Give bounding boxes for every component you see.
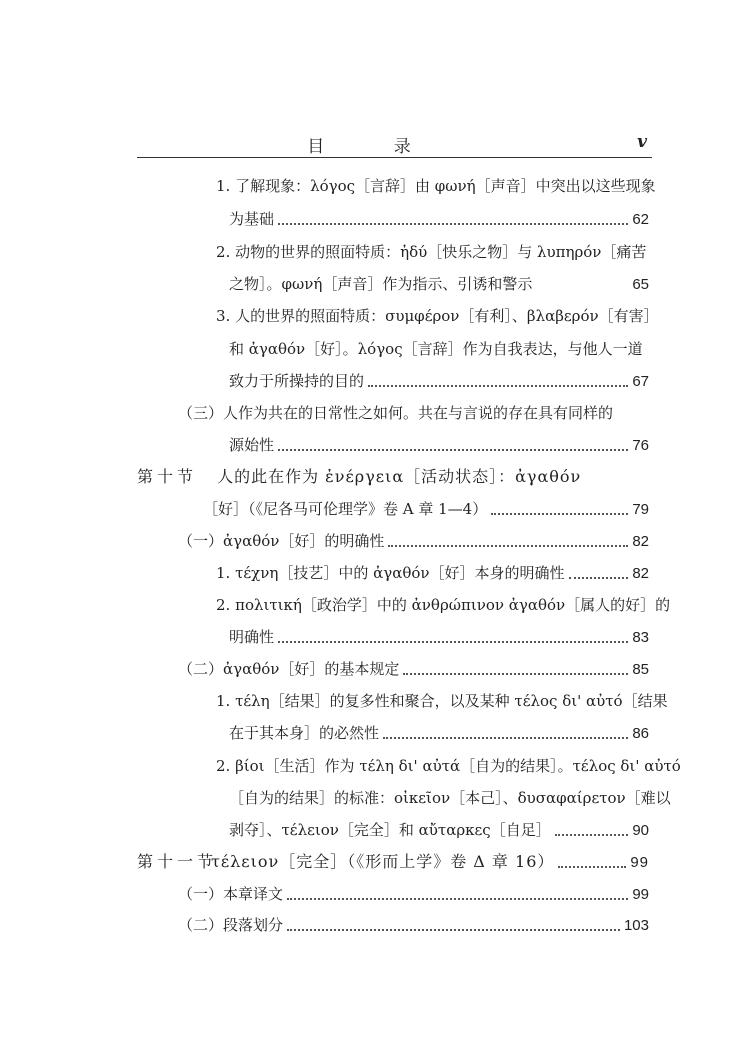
toc-entry	[178, 913, 649, 937]
toc-entry	[229, 337, 643, 361]
dot-leader	[491, 513, 628, 515]
toc-entry-text: 为基础	[229, 210, 275, 228]
dot-leader	[278, 449, 628, 451]
toc-entry-page: 82	[632, 533, 649, 550]
toc-entry-page: 62	[632, 211, 649, 228]
toc-entry-page: 76	[632, 437, 649, 454]
toc-entry	[229, 786, 671, 810]
toc-entry	[178, 401, 613, 425]
toc-entry-page: 99	[632, 886, 649, 903]
toc-entry-page: 79	[632, 501, 649, 518]
page-title: 目 录	[307, 137, 443, 157]
dot-leader	[278, 641, 628, 643]
section-label: 第十一节	[137, 852, 218, 871]
header-rule	[137, 157, 652, 158]
toc-entry	[178, 529, 649, 553]
toc-entry-text: 2. πολιτική［政治学］中的 ἀνθρώπινον ἀγαθόν［属人的好］的	[216, 596, 671, 614]
toc-entry-text: 之物］。φωνή［声音］作为指示、引诱和警示	[229, 275, 533, 293]
toc-entry	[229, 433, 649, 457]
toc-entry	[229, 818, 649, 842]
dot-leader	[383, 737, 628, 739]
toc-entry-page: 103	[623, 917, 649, 934]
toc-entry-text: 剥夺］、τέλειον［完全］和 αὔταρκες［自足］	[229, 821, 551, 839]
toc-entry-text: ［自为的结果］的标准：οἰκεῖον［本己］、δυσαφαίρετον［难以	[229, 789, 671, 807]
dot-leader	[278, 223, 628, 225]
toc-entry-text: 3. 人的世界的照面特质：συμφέρον［有利］、βλαβερόν［有害］	[216, 307, 659, 325]
toc-entry-text: 2. 动物的世界的照面特质：ἡδύ［快乐之物］与 λυπηρόν［痛苦	[216, 243, 647, 261]
dot-leader	[403, 673, 628, 675]
toc-entry	[216, 174, 656, 198]
toc-entry-text: ［好］（《尼各马可伦理学》卷 A 章 1—4）	[203, 500, 488, 518]
toc-entry-text: （三）人作为共在的日常性之如何。共在与言说的存在具有同样的	[178, 404, 614, 422]
toc-entry-text: 1. τέλη［结果］的复多性和聚合，以及某种 τέλος δι' αὐτό［结果	[216, 692, 668, 710]
toc-entry	[229, 207, 649, 231]
dot-leader	[287, 898, 628, 900]
toc-entry-page: 90	[632, 822, 649, 839]
section-heading	[137, 465, 581, 489]
toc-entry	[229, 272, 649, 296]
dot-leader	[287, 929, 620, 931]
dot-leader	[558, 866, 626, 868]
toc-entry-text: （二）ἀγαθόν［好］的基本规定	[178, 660, 400, 678]
toc-entry-text: 1. τέχνη［技艺］中的 ἀγαθόν［好］本身的明确性	[216, 564, 565, 582]
toc-entry	[229, 625, 649, 649]
toc-entry	[216, 689, 668, 713]
dot-leader	[536, 288, 628, 290]
toc-entry-text: 2. βίοι［生活］作为 τέλη δι' αὐτά［自为的结果］。τέλος δι' αὐτό	[216, 757, 681, 775]
toc-entry-text: 和 ἀγαθόν［好］。λόγος［言辞］作为自我表达，与他人一道	[229, 340, 643, 358]
dot-leader	[569, 577, 629, 579]
toc-entry	[216, 304, 659, 328]
toc-entry-text: 致力于所操持的目的	[229, 372, 365, 390]
toc-entry-text: 1. 了解现象：λόγος［言辞］由 φωνή［声音］中突出以这些现象	[216, 177, 656, 195]
toc-entry-page: 65	[632, 276, 649, 293]
toc-entry-text: 明确性	[229, 628, 275, 646]
toc-entry-text: 人的此在作为 ἐνέργεια［活动状态］：ἀγαθόν	[217, 467, 582, 486]
toc-entry	[229, 721, 649, 745]
dot-leader	[368, 385, 628, 387]
toc-entry	[216, 561, 649, 585]
toc-entry	[216, 240, 646, 264]
dot-leader	[388, 545, 628, 547]
dot-leader	[555, 834, 629, 836]
toc-entry-page: 85	[632, 661, 649, 678]
toc-entry	[216, 754, 681, 778]
toc-entry	[178, 882, 649, 906]
toc-entry-text: （一）ἀγαθόν［好］的明确性	[178, 532, 385, 550]
section-label: 第十节	[137, 467, 198, 486]
toc-entry-text: （二）段落划分	[178, 916, 284, 934]
toc-entry-text: （一）本章译文	[178, 885, 284, 903]
section-heading	[137, 850, 649, 874]
toc-entry-text: 在于其本身］的必然性	[229, 724, 380, 742]
toc-entry-text: τέλειον［完全］（《形而上学》卷 Δ 章 16）	[211, 852, 555, 871]
toc-entry	[203, 497, 649, 521]
toc-entry-page: 99	[630, 854, 649, 871]
toc-entry-page: 83	[632, 629, 649, 646]
toc-entry	[229, 369, 649, 393]
toc-entry	[216, 593, 670, 617]
toc-entry-text: 源始性	[229, 436, 275, 454]
page-number: v	[637, 132, 647, 152]
toc-entry-page: 82	[632, 565, 649, 582]
toc-entry-page: 67	[632, 373, 649, 390]
toc-entry	[178, 657, 649, 681]
toc-entry-page: 86	[632, 725, 649, 742]
